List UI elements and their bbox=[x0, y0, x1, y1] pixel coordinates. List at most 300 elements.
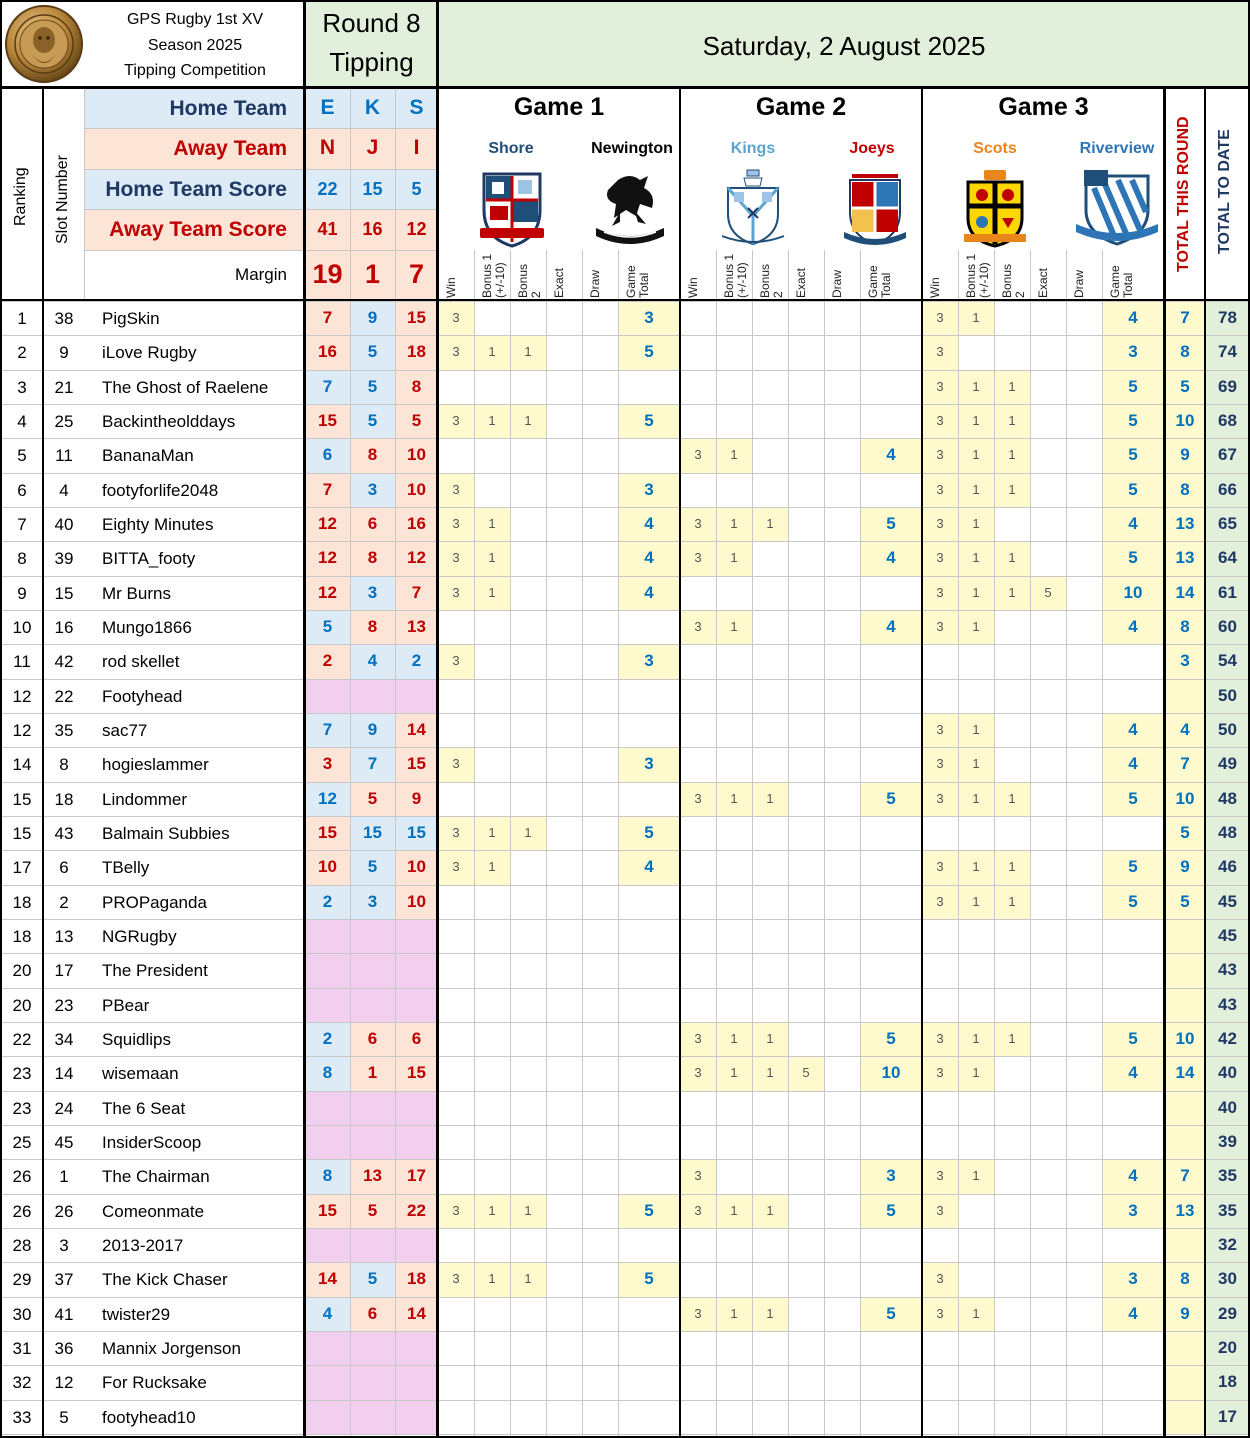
total-to-date-value: 45 bbox=[1218, 926, 1237, 946]
tip-margin-cell[interactable] bbox=[350, 473, 395, 507]
tip-margin-value: 8 bbox=[367, 445, 378, 465]
title-line-1: GPS Rugby 1st XV bbox=[126, 11, 264, 28]
tip-margin-cell[interactable] bbox=[305, 1194, 350, 1228]
row-gridline bbox=[0, 1434, 1250, 1435]
table-row bbox=[0, 713, 1250, 747]
tip-margin-cell[interactable] bbox=[395, 473, 438, 507]
rank-cell: 7 bbox=[17, 515, 27, 535]
tip-margin-cell[interactable] bbox=[350, 644, 395, 678]
points-value: 1 bbox=[488, 550, 496, 566]
tip-margin-value: 4 bbox=[367, 651, 378, 671]
game-total-cell bbox=[1102, 335, 1164, 369]
points-value: 3 bbox=[452, 756, 460, 772]
points-value: 1 bbox=[488, 825, 496, 841]
game-total-value: 4 bbox=[886, 548, 896, 568]
margin-label-cell bbox=[84, 250, 305, 300]
tip-margin-cell[interactable] bbox=[305, 473, 350, 507]
points-cell bbox=[922, 1262, 958, 1296]
points-value: 1 bbox=[766, 516, 774, 532]
game-total-value: 5 bbox=[1128, 857, 1138, 877]
tip-margin-cell[interactable] bbox=[350, 610, 395, 644]
tip-margin-cell[interactable] bbox=[395, 1331, 438, 1365]
round-total-value: 14 bbox=[1175, 1063, 1195, 1083]
tip-margin-cell[interactable] bbox=[305, 507, 350, 541]
points-value: 1 bbox=[1008, 893, 1016, 909]
tip-margin-value: 8 bbox=[322, 1166, 333, 1186]
slot-cell: 16 bbox=[54, 618, 74, 638]
points-value: 3 bbox=[452, 825, 460, 841]
game-2-home-name: Kings bbox=[730, 140, 776, 157]
round-total-cell bbox=[1165, 370, 1205, 404]
points-cell bbox=[958, 404, 994, 438]
points-cell bbox=[922, 541, 958, 575]
tip-margin-cell[interactable] bbox=[395, 1091, 438, 1125]
tip-margin-cell[interactable] bbox=[305, 404, 350, 438]
tip-margin-cell[interactable] bbox=[395, 438, 438, 472]
tip-margin-cell[interactable] bbox=[395, 885, 438, 919]
tip-margin-cell[interactable] bbox=[350, 370, 395, 404]
tip-margin-cell[interactable] bbox=[350, 404, 395, 438]
total-to-date-cell bbox=[1205, 747, 1250, 781]
tip-margin-cell[interactable] bbox=[395, 370, 438, 404]
tip-margin-cell[interactable] bbox=[350, 1228, 395, 1262]
home-team-label: Home Team bbox=[169, 97, 287, 120]
points-value: 3 bbox=[936, 790, 944, 806]
total-to-date-value: 35 bbox=[1218, 1200, 1237, 1220]
rank-cell: 31 bbox=[12, 1339, 32, 1359]
tip-margin-cell[interactable] bbox=[350, 301, 395, 335]
tip-margin-value: 15 bbox=[318, 823, 337, 843]
points-cell bbox=[510, 1262, 546, 1296]
tip-margin-cell[interactable] bbox=[305, 850, 350, 884]
tip-margin-cell[interactable] bbox=[350, 782, 395, 816]
tipster-name: TBelly bbox=[102, 858, 150, 878]
tip-margin-cell[interactable] bbox=[350, 713, 395, 747]
tip-margin-cell[interactable] bbox=[395, 301, 438, 335]
tip-margin-value: 12 bbox=[318, 548, 337, 568]
game-3-title: Game 3 bbox=[998, 93, 1089, 121]
tip-margin-value: 7 bbox=[322, 376, 333, 396]
round-total-value: 7 bbox=[1180, 1166, 1190, 1186]
points-cell bbox=[680, 782, 716, 816]
game-total-value: 4 bbox=[1128, 1303, 1138, 1323]
round-total-cell bbox=[1165, 953, 1205, 987]
points-value: 1 bbox=[730, 1305, 738, 1321]
tip-margin-cell[interactable] bbox=[305, 885, 350, 919]
tip-margin-cell[interactable] bbox=[395, 1125, 438, 1159]
tip-margin-value: 8 bbox=[367, 617, 378, 637]
points-value: 3 bbox=[936, 619, 944, 635]
tip-margin-cell[interactable] bbox=[305, 1262, 350, 1296]
tip-margin-cell[interactable] bbox=[350, 679, 395, 713]
tip-margin-cell[interactable] bbox=[395, 1297, 438, 1331]
tip-margin-value: 6 bbox=[322, 445, 333, 465]
tip-margin-cell[interactable] bbox=[305, 679, 350, 713]
tip-margin-cell[interactable] bbox=[305, 953, 350, 987]
total-to-date-cell bbox=[1205, 1159, 1250, 1193]
tip-margin-cell[interactable] bbox=[305, 988, 350, 1022]
round-total-cell bbox=[1165, 988, 1205, 1022]
total-to-date-value: 78 bbox=[1218, 308, 1237, 328]
game-2-sublabel-1: (+/-10) bbox=[735, 262, 749, 298]
joeys-crest-icon bbox=[842, 166, 908, 248]
points-value: 1 bbox=[730, 790, 738, 806]
tipster-name: Mannix Jorgenson bbox=[102, 1339, 241, 1359]
tip-margin-cell[interactable] bbox=[305, 370, 350, 404]
points-cell bbox=[958, 1159, 994, 1193]
points-cell bbox=[752, 1056, 788, 1090]
tip-margin-cell[interactable] bbox=[305, 782, 350, 816]
points-cell bbox=[510, 404, 546, 438]
slot-cell: 2 bbox=[59, 892, 69, 912]
slot-cell: 8 bbox=[59, 755, 69, 775]
tip-margin-cell[interactable] bbox=[395, 1228, 438, 1262]
points-value: 3 bbox=[936, 1168, 944, 1184]
tip-margin-cell[interactable] bbox=[395, 335, 438, 369]
tip-margin-cell[interactable] bbox=[395, 644, 438, 678]
tip-margin-cell[interactable] bbox=[395, 782, 438, 816]
points-cell bbox=[752, 507, 788, 541]
tip-margin-cell[interactable] bbox=[395, 1159, 438, 1193]
slot-cell: 38 bbox=[54, 309, 74, 329]
points-value: 3 bbox=[452, 653, 460, 669]
points-value: 1 bbox=[488, 584, 496, 600]
total-to-date-value: 48 bbox=[1218, 788, 1237, 808]
tipster-name: iLove Rugby bbox=[102, 343, 197, 363]
table-row bbox=[0, 1228, 1250, 1262]
points-value: 1 bbox=[488, 344, 496, 360]
tip-margin-value: 22 bbox=[407, 1200, 426, 1220]
game-1-home-score-cell bbox=[305, 169, 350, 209]
tip-margin-cell[interactable] bbox=[305, 1056, 350, 1090]
points-value: 1 bbox=[730, 1202, 738, 1218]
total-to-date-cell bbox=[1205, 953, 1250, 987]
game-total-value: 4 bbox=[1128, 720, 1138, 740]
tip-margin-value: 10 bbox=[407, 891, 426, 911]
points-cell bbox=[922, 404, 958, 438]
points-cell bbox=[922, 713, 958, 747]
points-value: 1 bbox=[730, 1065, 738, 1081]
game-3-home-name: Scots bbox=[973, 140, 1017, 157]
tip-margin-cell[interactable] bbox=[395, 541, 438, 575]
tip-margin-cell[interactable] bbox=[350, 1262, 395, 1296]
total-to-date-cell bbox=[1205, 404, 1250, 438]
points-value: 1 bbox=[972, 550, 980, 566]
rank-cell: 5 bbox=[17, 446, 27, 466]
round-total-cell bbox=[1165, 1365, 1205, 1399]
tip-margin-value: 15 bbox=[318, 1200, 337, 1220]
tip-margin-value: 5 bbox=[367, 411, 378, 431]
rank-cell: 12 bbox=[12, 721, 32, 741]
tip-margin-cell[interactable] bbox=[305, 816, 350, 850]
tip-margin-value: 10 bbox=[407, 479, 426, 499]
game-2-away-code-cell bbox=[350, 128, 395, 169]
points-cell bbox=[922, 885, 958, 919]
tip-margin-cell[interactable] bbox=[350, 335, 395, 369]
total-to-date-value: 43 bbox=[1218, 960, 1237, 980]
points-value: 1 bbox=[524, 1202, 532, 1218]
rank-cell: 20 bbox=[12, 961, 32, 981]
tip-margin-cell[interactable] bbox=[305, 919, 350, 953]
tip-margin-cell[interactable] bbox=[350, 576, 395, 610]
tip-margin-cell[interactable] bbox=[350, 850, 395, 884]
tip-margin-cell[interactable] bbox=[350, 1125, 395, 1159]
total-to-date-value: 40 bbox=[1218, 1063, 1237, 1083]
tip-margin-cell[interactable] bbox=[395, 816, 438, 850]
game-total-cell bbox=[1102, 1194, 1164, 1228]
points-value: 1 bbox=[972, 893, 980, 909]
tip-margin-cell[interactable] bbox=[350, 988, 395, 1022]
game-3-sublabel-4: Draw bbox=[1072, 269, 1086, 298]
club-crest-logo bbox=[4, 4, 84, 84]
rank-cell: 26 bbox=[12, 1201, 32, 1221]
tip-margin-cell[interactable] bbox=[395, 679, 438, 713]
tip-margin-cell[interactable] bbox=[305, 747, 350, 781]
tip-margin-cell[interactable] bbox=[350, 885, 395, 919]
total-to-date-value: 69 bbox=[1218, 376, 1237, 396]
tip-margin-cell[interactable] bbox=[305, 1159, 350, 1193]
tip-margin-cell[interactable] bbox=[350, 1365, 395, 1399]
tip-margin-cell[interactable] bbox=[350, 541, 395, 575]
points-cell bbox=[994, 404, 1030, 438]
tip-margin-cell[interactable] bbox=[305, 1365, 350, 1399]
round-total-cell bbox=[1165, 713, 1205, 747]
tip-margin-cell[interactable] bbox=[395, 610, 438, 644]
tip-margin-cell[interactable] bbox=[305, 541, 350, 575]
slot-cell: 17 bbox=[54, 961, 74, 981]
tip-margin-value: 3 bbox=[367, 479, 378, 499]
tip-margin-cell[interactable] bbox=[305, 1228, 350, 1262]
points-cell bbox=[716, 541, 752, 575]
points-cell bbox=[680, 438, 716, 472]
tipster-name: hogieslammer bbox=[102, 755, 209, 775]
points-value: 1 bbox=[488, 859, 496, 875]
points-value: 3 bbox=[694, 447, 702, 463]
points-value: 3 bbox=[694, 619, 702, 635]
tip-margin-cell[interactable] bbox=[395, 919, 438, 953]
tip-margin-cell[interactable] bbox=[305, 1400, 350, 1434]
round-total-cell bbox=[1165, 507, 1205, 541]
points-value: 3 bbox=[694, 1305, 702, 1321]
kings-crest-icon bbox=[720, 166, 786, 248]
tip-margin-cell[interactable] bbox=[395, 1365, 438, 1399]
tip-margin-cell[interactable] bbox=[305, 1125, 350, 1159]
home-score-label-cell bbox=[84, 169, 305, 209]
slot-cell: 34 bbox=[54, 1030, 74, 1050]
total-to-date-value: 60 bbox=[1218, 617, 1237, 637]
margin-label: Margin bbox=[235, 265, 287, 284]
tip-margin-cell[interactable] bbox=[395, 507, 438, 541]
points-value: 1 bbox=[972, 790, 980, 806]
points-value: 1 bbox=[524, 825, 532, 841]
game-2-home-score-cell bbox=[350, 169, 395, 209]
rank-cell: 33 bbox=[12, 1407, 32, 1427]
tip-margin-cell[interactable] bbox=[305, 438, 350, 472]
tip-margin-cell[interactable] bbox=[395, 1400, 438, 1434]
game-2-away-code: J bbox=[366, 136, 379, 160]
game-3-sublabel-0: Win bbox=[928, 277, 942, 298]
points-cell bbox=[474, 541, 510, 575]
tip-margin-cell[interactable] bbox=[305, 301, 350, 335]
game-total-cell bbox=[1102, 1297, 1164, 1331]
points-value: 1 bbox=[972, 1168, 980, 1184]
tip-margin-cell[interactable] bbox=[395, 1262, 438, 1296]
table-row bbox=[0, 1091, 1250, 1125]
points-cell bbox=[922, 370, 958, 404]
points-value: 1 bbox=[972, 481, 980, 497]
tipster-name: footyhead10 bbox=[102, 1407, 196, 1427]
tip-margin-cell[interactable] bbox=[395, 850, 438, 884]
tip-margin-cell[interactable] bbox=[395, 713, 438, 747]
total-to-date-value: 40 bbox=[1218, 1097, 1237, 1117]
tip-margin-cell[interactable] bbox=[350, 1056, 395, 1090]
slot-cell: 11 bbox=[55, 446, 73, 466]
tip-margin-cell[interactable] bbox=[305, 644, 350, 678]
tip-margin-cell[interactable] bbox=[395, 1056, 438, 1090]
tip-margin-cell[interactable] bbox=[305, 335, 350, 369]
points-cell bbox=[438, 541, 474, 575]
tip-margin-cell[interactable] bbox=[305, 576, 350, 610]
tip-margin-value: 7 bbox=[322, 479, 333, 499]
tip-margin-cell[interactable] bbox=[350, 1022, 395, 1056]
tip-margin-cell[interactable] bbox=[350, 438, 395, 472]
game-3-sublabel-2: Bonus bbox=[1000, 263, 1014, 298]
points-value: 3 bbox=[452, 1271, 460, 1287]
game-2-sublabel-2: Bonus bbox=[758, 263, 772, 298]
tip-margin-cell[interactable] bbox=[395, 747, 438, 781]
round-total-value: 13 bbox=[1175, 514, 1195, 534]
tip-margin-cell[interactable] bbox=[395, 404, 438, 438]
points-value: 1 bbox=[524, 413, 532, 429]
tip-margin-cell[interactable] bbox=[305, 1091, 350, 1125]
tip-margin-cell[interactable] bbox=[305, 713, 350, 747]
points-cell bbox=[958, 850, 994, 884]
tip-margin-value: 5 bbox=[367, 1200, 378, 1220]
tip-margin-cell[interactable] bbox=[350, 1297, 395, 1331]
total-to-date-cell bbox=[1205, 1262, 1250, 1296]
tip-margin-cell[interactable] bbox=[305, 1022, 350, 1056]
points-cell bbox=[438, 507, 474, 541]
slot-cell: 40 bbox=[54, 515, 74, 535]
game-2-title: Game 2 bbox=[755, 93, 847, 121]
points-value: 3 bbox=[694, 790, 702, 806]
round-total-value: 8 bbox=[1180, 1269, 1190, 1289]
game-total-value: 4 bbox=[1128, 754, 1138, 774]
points-value: 1 bbox=[766, 1031, 774, 1047]
tip-margin-cell[interactable] bbox=[350, 747, 395, 781]
round-total-cell bbox=[1165, 473, 1205, 507]
game-3-sublabel-5: Total bbox=[1121, 272, 1135, 298]
tip-margin-value: 9 bbox=[367, 308, 378, 328]
game-2-sublabel-5: Game bbox=[866, 265, 880, 298]
points-cell bbox=[752, 1022, 788, 1056]
points-cell bbox=[958, 438, 994, 472]
tip-margin-value: 2 bbox=[322, 891, 333, 911]
game-total-value: 5 bbox=[644, 823, 654, 843]
points-cell bbox=[752, 1194, 788, 1228]
points-cell bbox=[994, 850, 1030, 884]
points-value: 5 bbox=[1044, 584, 1052, 600]
game-2-sublabel-0: Win bbox=[686, 277, 700, 298]
tip-margin-value: 15 bbox=[363, 823, 382, 843]
points-value: 3 bbox=[694, 550, 702, 566]
tipster-name: The Chairman bbox=[102, 1167, 210, 1187]
game-total-cell bbox=[618, 541, 680, 575]
round-total-cell bbox=[1165, 301, 1205, 335]
tip-margin-cell[interactable] bbox=[395, 953, 438, 987]
slot-cell: 18 bbox=[54, 789, 74, 809]
tip-margin-cell[interactable] bbox=[395, 988, 438, 1022]
total-to-date-value: 29 bbox=[1218, 1303, 1237, 1323]
tip-margin-cell[interactable] bbox=[350, 1331, 395, 1365]
tipster-name: Balmain Subbies bbox=[102, 824, 230, 844]
game-total-value: 4 bbox=[1128, 1063, 1138, 1083]
tip-margin-cell[interactable] bbox=[305, 1297, 350, 1331]
game-total-value: 5 bbox=[1128, 445, 1138, 465]
tip-margin-cell[interactable] bbox=[350, 953, 395, 987]
points-value: 3 bbox=[452, 344, 460, 360]
tip-margin-cell[interactable] bbox=[350, 1194, 395, 1228]
points-cell bbox=[922, 850, 958, 884]
game-total-value: 5 bbox=[1128, 891, 1138, 911]
points-cell bbox=[958, 541, 994, 575]
game-1-home-name: Shore bbox=[488, 140, 534, 157]
round-total-cell bbox=[1165, 885, 1205, 919]
tip-margin-value: 14 bbox=[318, 1269, 337, 1289]
tip-margin-cell[interactable] bbox=[350, 1091, 395, 1125]
tip-margin-cell[interactable] bbox=[350, 1159, 395, 1193]
tip-margin-cell[interactable] bbox=[350, 1400, 395, 1434]
tip-margin-value: 5 bbox=[367, 342, 378, 362]
tip-margin-cell[interactable] bbox=[305, 1331, 350, 1365]
tip-margin-cell[interactable] bbox=[350, 816, 395, 850]
points-value: 1 bbox=[1008, 481, 1016, 497]
game-3-sublabel-1: (+/-10) bbox=[977, 262, 991, 298]
total-to-date-value: 46 bbox=[1218, 857, 1237, 877]
rank-cell: 10 bbox=[12, 618, 32, 638]
game-total-cell bbox=[618, 747, 680, 781]
game-total-cell bbox=[1102, 747, 1164, 781]
tipster-name: Eighty Minutes bbox=[102, 515, 214, 535]
points-cell bbox=[922, 1194, 958, 1228]
game-total-cell bbox=[1102, 473, 1164, 507]
round-total-cell bbox=[1165, 1022, 1205, 1056]
slot-cell: 14 bbox=[54, 1064, 74, 1084]
tipster-name: BananaMan bbox=[102, 446, 194, 466]
total-to-date-cell bbox=[1205, 782, 1250, 816]
tip-margin-cell[interactable] bbox=[350, 507, 395, 541]
rank-cell: 9 bbox=[17, 583, 27, 603]
game-total-value: 10 bbox=[881, 1063, 901, 1083]
points-cell bbox=[958, 576, 994, 610]
points-value: 3 bbox=[694, 1202, 702, 1218]
points-cell bbox=[474, 335, 510, 369]
tip-margin-cell[interactable] bbox=[305, 610, 350, 644]
tip-margin-value: 18 bbox=[407, 342, 426, 362]
rank-cell: 6 bbox=[17, 480, 27, 500]
points-value: 1 bbox=[730, 550, 738, 566]
tip-margin-cell[interactable] bbox=[395, 1022, 438, 1056]
tip-margin-cell[interactable] bbox=[350, 919, 395, 953]
game-3-margin: 7 bbox=[408, 259, 425, 290]
points-value: 1 bbox=[730, 619, 738, 635]
points-value: 1 bbox=[972, 516, 980, 532]
tip-margin-cell[interactable] bbox=[395, 576, 438, 610]
tip-margin-cell[interactable] bbox=[395, 1194, 438, 1228]
game-3-away-code: I bbox=[413, 136, 420, 160]
game-2-margin: 1 bbox=[364, 259, 381, 290]
slot-cell: 1 bbox=[59, 1167, 69, 1187]
